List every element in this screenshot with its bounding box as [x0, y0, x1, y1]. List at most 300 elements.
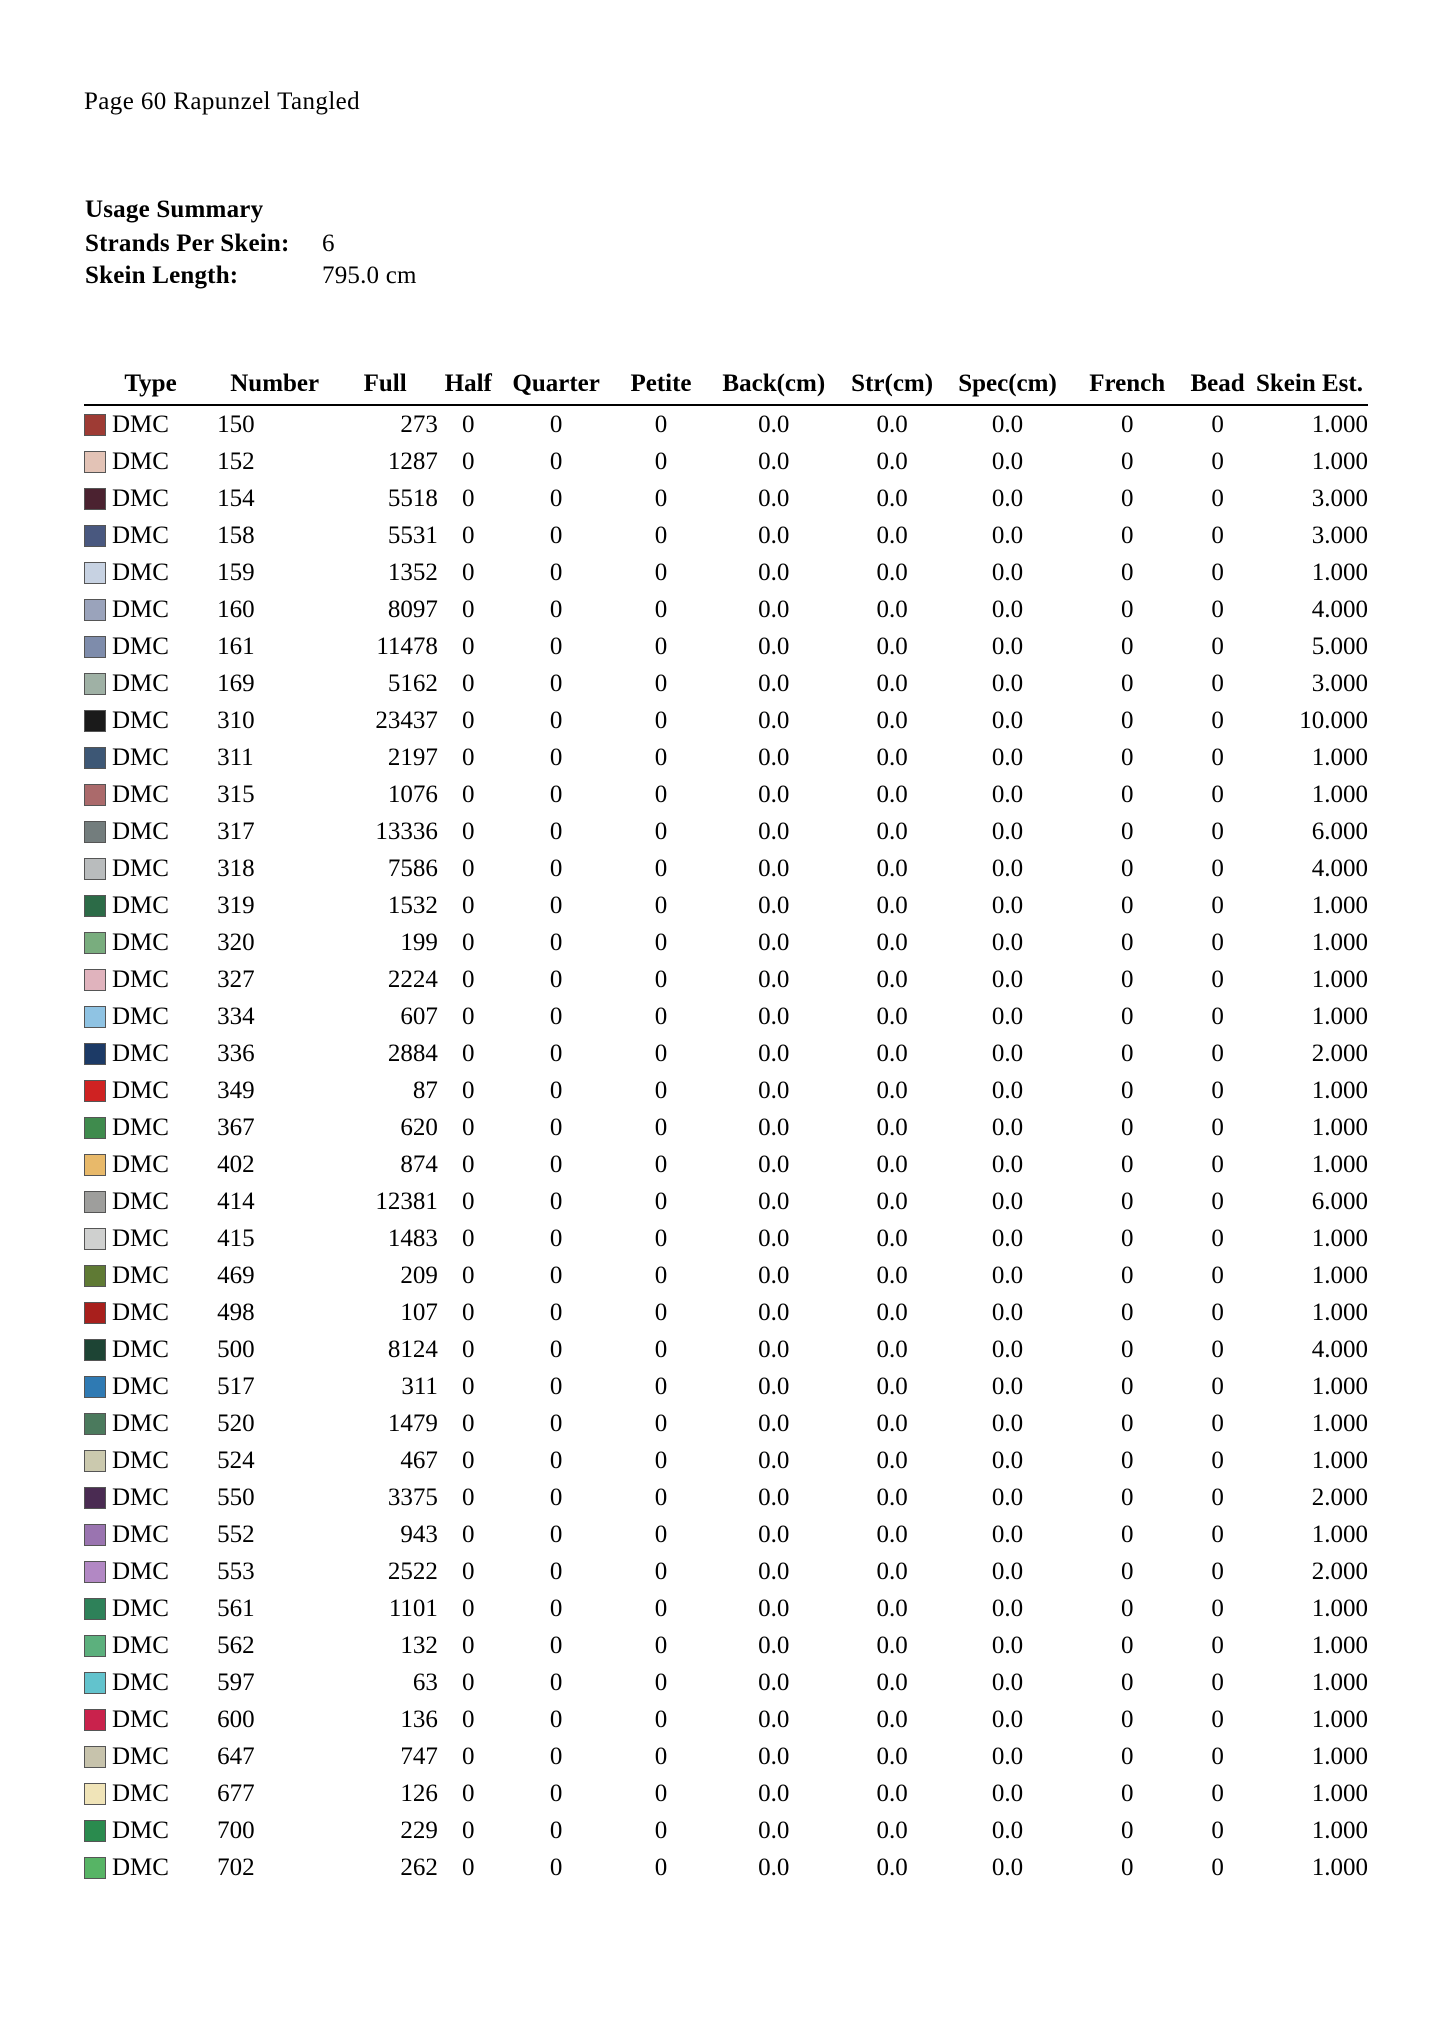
- cell-skein-est: 1.000: [1311, 1595, 1368, 1622]
- cell-type: [84, 665, 217, 702]
- cell-half: 0: [461, 1521, 475, 1548]
- cell-type: [84, 1109, 217, 1146]
- cell-type: [84, 776, 217, 813]
- cell-number: 677: [217, 1780, 255, 1807]
- cell-back: 0.0: [758, 1151, 790, 1178]
- cell-back: 0.0: [758, 633, 790, 660]
- cell-petite: 0: [654, 929, 668, 956]
- cell-quarter: 0: [549, 633, 563, 660]
- type-with-swatch: [84, 778, 217, 812]
- cell-spec: 0.0: [991, 1595, 1024, 1622]
- cell-half: 0: [461, 1854, 475, 1881]
- cell-back: 0.0: [758, 670, 790, 697]
- cell-french: 0: [1120, 1188, 1134, 1215]
- color-swatch-icon: [84, 1635, 106, 1657]
- type-with-swatch: [84, 704, 217, 738]
- cell-type: [84, 405, 217, 443]
- column-header-half: Half: [438, 370, 499, 405]
- cell-skein-est: 5.000: [1311, 633, 1368, 660]
- cell-number: 315: [217, 781, 255, 808]
- cell-number: 552: [217, 1521, 255, 1548]
- cell-half: 0: [461, 892, 475, 919]
- cell-quarter: 0: [549, 1706, 563, 1733]
- cell-skein-est: 3.000: [1311, 670, 1368, 697]
- type-with-swatch: [84, 593, 217, 627]
- cell-type: [84, 1331, 217, 1368]
- cell-petite: 0: [654, 1817, 668, 1844]
- cell-quarter: 0: [549, 1817, 563, 1844]
- cell-type: [84, 887, 217, 924]
- type-with-swatch: [84, 1111, 217, 1145]
- cell-full: 87: [412, 1077, 438, 1104]
- cell-type: [84, 850, 217, 887]
- color-swatch-icon: [84, 895, 106, 917]
- cell-bead: 0: [1211, 1299, 1224, 1326]
- thread-brand-label: DMC: [112, 633, 169, 660]
- cell-petite: 0: [654, 1003, 668, 1030]
- cell-skein-est: 1.000: [1311, 1854, 1368, 1881]
- cell-str: 0.0: [876, 1003, 908, 1030]
- cell-str: 0.0: [876, 1817, 908, 1844]
- cell-bead: 0: [1211, 670, 1224, 697]
- type-with-swatch: [84, 519, 217, 553]
- type-with-swatch: [84, 1444, 217, 1478]
- cell-half: 0: [461, 633, 475, 660]
- color-swatch-icon: [84, 525, 106, 547]
- cell-back: 0.0: [758, 1706, 790, 1733]
- cell-half: 0: [461, 1373, 475, 1400]
- cell-skein-est: 1.000: [1311, 1225, 1368, 1252]
- cell-bead: 0: [1211, 1040, 1224, 1067]
- column-header-bead: Bead: [1184, 370, 1251, 405]
- cell-bead: 0: [1211, 1077, 1224, 1104]
- cell-number: 320: [217, 929, 255, 956]
- cell-skein-est: 4.000: [1311, 1336, 1368, 1363]
- color-swatch-icon: [84, 1265, 106, 1287]
- cell-type: [84, 628, 217, 665]
- cell-bead: 0: [1211, 781, 1224, 808]
- cell-petite: 0: [654, 1706, 668, 1733]
- usage-summary-title: Usage Summary: [85, 196, 264, 223]
- cell-petite: 0: [654, 411, 668, 438]
- cell-str: 0.0: [876, 559, 908, 586]
- cell-type: [84, 1479, 217, 1516]
- cell-spec: 0.0: [991, 1077, 1024, 1104]
- thread-brand-label: DMC: [112, 1447, 169, 1474]
- cell-french: 0: [1120, 966, 1134, 993]
- cell-half: 0: [461, 781, 475, 808]
- type-with-swatch: [84, 889, 217, 923]
- cell-full: 467: [400, 1447, 438, 1474]
- cell-skein-est: 1.000: [1311, 1114, 1368, 1141]
- cell-french: 0: [1120, 1632, 1134, 1659]
- cell-french: 0: [1120, 1817, 1134, 1844]
- cell-type: [84, 1220, 217, 1257]
- cell-spec: 0.0: [991, 1706, 1024, 1733]
- cell-quarter: 0: [549, 1780, 563, 1807]
- color-swatch-icon: [84, 1561, 106, 1583]
- cell-full: 229: [400, 1817, 438, 1844]
- cell-bead: 0: [1211, 707, 1224, 734]
- cell-str: 0.0: [876, 1151, 908, 1178]
- table-row: [84, 1072, 1368, 1109]
- thread-brand-label: DMC: [112, 411, 169, 438]
- strands-per-skein-value: 6: [322, 230, 335, 257]
- cell-type: [84, 443, 217, 480]
- cell-str: 0.0: [876, 1743, 908, 1770]
- cell-back: 0.0: [758, 1262, 790, 1289]
- cell-french: 0: [1120, 633, 1134, 660]
- column-header-full: Full: [332, 370, 438, 405]
- cell-french: 0: [1120, 1262, 1134, 1289]
- thread-brand-label: DMC: [112, 966, 169, 993]
- cell-skein-est: 1.000: [1311, 1373, 1368, 1400]
- cell-str: 0.0: [876, 1854, 908, 1881]
- cell-full: 2884: [387, 1040, 438, 1067]
- cell-petite: 0: [654, 1262, 668, 1289]
- cell-petite: 0: [654, 855, 668, 882]
- cell-back: 0.0: [758, 966, 790, 993]
- cell-str: 0.0: [876, 670, 908, 697]
- table-row: [84, 702, 1368, 739]
- cell-full: 1287: [387, 448, 438, 475]
- cell-full: 5162: [387, 670, 438, 697]
- cell-type: [84, 1405, 217, 1442]
- cell-petite: 0: [654, 966, 668, 993]
- cell-bead: 0: [1211, 1447, 1224, 1474]
- cell-french: 0: [1120, 707, 1134, 734]
- cell-half: 0: [461, 448, 475, 475]
- table-row: [84, 443, 1368, 480]
- color-swatch-icon: [84, 1783, 106, 1805]
- cell-number: 414: [217, 1188, 255, 1215]
- cell-half: 0: [461, 1817, 475, 1844]
- cell-full: 107: [400, 1299, 438, 1326]
- cell-bead: 0: [1211, 633, 1224, 660]
- type-with-swatch: [84, 1851, 217, 1885]
- cell-french: 0: [1120, 781, 1134, 808]
- cell-number: 561: [217, 1595, 255, 1622]
- cell-spec: 0.0: [991, 929, 1024, 956]
- cell-spec: 0.0: [991, 485, 1024, 512]
- cell-type: [84, 1035, 217, 1072]
- table-row: [84, 405, 1368, 443]
- cell-full: 136: [400, 1706, 438, 1733]
- cell-back: 0.0: [758, 744, 790, 771]
- skein-length-value: 795.0 cm: [322, 262, 417, 289]
- cell-petite: 0: [654, 818, 668, 845]
- cell-spec: 0.0: [991, 892, 1024, 919]
- cell-type: [84, 1775, 217, 1812]
- cell-full: 311: [401, 1373, 438, 1400]
- cell-half: 0: [461, 1336, 475, 1363]
- cell-skein-est: 2.000: [1311, 1040, 1368, 1067]
- cell-bead: 0: [1211, 485, 1224, 512]
- cell-str: 0.0: [876, 929, 908, 956]
- cell-quarter: 0: [549, 1225, 563, 1252]
- cell-type: [84, 1368, 217, 1405]
- cell-french: 0: [1120, 411, 1134, 438]
- cell-full: 607: [400, 1003, 438, 1030]
- thread-brand-label: DMC: [112, 707, 169, 734]
- cell-skein-est: 1.000: [1311, 1743, 1368, 1770]
- cell-quarter: 0: [549, 1410, 563, 1437]
- usage-table-body: [84, 405, 1368, 1886]
- cell-spec: 0.0: [991, 1151, 1024, 1178]
- cell-quarter: 0: [549, 1151, 563, 1178]
- cell-bead: 0: [1211, 559, 1224, 586]
- cell-back: 0.0: [758, 1225, 790, 1252]
- cell-spec: 0.0: [991, 670, 1024, 697]
- color-swatch-icon: [84, 1006, 106, 1028]
- table-row: [84, 480, 1368, 517]
- cell-petite: 0: [654, 707, 668, 734]
- thread-brand-label: DMC: [112, 855, 169, 882]
- table-row: [84, 961, 1368, 998]
- thread-brand-label: DMC: [112, 448, 169, 475]
- cell-bead: 0: [1211, 1854, 1224, 1881]
- cell-petite: 0: [654, 1780, 668, 1807]
- color-swatch-icon: [84, 1524, 106, 1546]
- cell-full: 273: [400, 411, 438, 438]
- thread-brand-label: DMC: [112, 1558, 169, 1585]
- usage-table: [84, 370, 1368, 1886]
- type-with-swatch: [84, 445, 217, 479]
- cell-full: 1352: [387, 559, 438, 586]
- cell-half: 0: [461, 1558, 475, 1585]
- cell-skein-est: 3.000: [1311, 485, 1368, 512]
- cell-bead: 0: [1211, 1669, 1224, 1696]
- cell-back: 0.0: [758, 1817, 790, 1844]
- cell-spec: 0.0: [991, 1632, 1024, 1659]
- cell-type: [84, 739, 217, 776]
- color-swatch-icon: [84, 599, 106, 621]
- cell-bead: 0: [1211, 1003, 1224, 1030]
- cell-half: 0: [461, 522, 475, 549]
- thread-brand-label: DMC: [112, 818, 169, 845]
- cell-french: 0: [1120, 1854, 1134, 1881]
- color-swatch-icon: [84, 1820, 106, 1842]
- cell-half: 0: [461, 670, 475, 697]
- cell-str: 0.0: [876, 522, 908, 549]
- cell-type: [84, 1590, 217, 1627]
- cell-quarter: 0: [549, 411, 563, 438]
- cell-number: 317: [217, 818, 255, 845]
- cell-skein-est: 1.000: [1311, 1299, 1368, 1326]
- cell-petite: 0: [654, 1373, 668, 1400]
- cell-petite: 0: [654, 1558, 668, 1585]
- cell-quarter: 0: [549, 1077, 563, 1104]
- cell-quarter: 0: [549, 892, 563, 919]
- cell-full: 2522: [387, 1558, 438, 1585]
- type-with-swatch: [84, 1666, 217, 1700]
- color-swatch-icon: [84, 747, 106, 769]
- cell-petite: 0: [654, 1669, 668, 1696]
- type-with-swatch: [84, 1000, 217, 1034]
- strands-per-skein-label: Strands Per Skein:: [85, 230, 290, 257]
- page-header: Page 60 Rapunzel Tangled: [84, 88, 361, 115]
- cell-petite: 0: [654, 1225, 668, 1252]
- type-with-swatch: [84, 1296, 217, 1330]
- color-swatch-icon: [84, 1450, 106, 1472]
- cell-french: 0: [1120, 1595, 1134, 1622]
- type-with-swatch: [84, 1259, 217, 1293]
- cell-petite: 0: [654, 1336, 668, 1363]
- cell-spec: 0.0: [991, 1669, 1024, 1696]
- cell-half: 0: [461, 1188, 475, 1215]
- cell-type: [84, 1664, 217, 1701]
- cell-spec: 0.0: [991, 781, 1024, 808]
- cell-half: 0: [461, 1595, 475, 1622]
- cell-spec: 0.0: [991, 966, 1024, 993]
- cell-full: 3375: [387, 1484, 438, 1511]
- cell-petite: 0: [654, 1077, 668, 1104]
- cell-quarter: 0: [549, 1521, 563, 1548]
- cell-petite: 0: [654, 1299, 668, 1326]
- cell-french: 0: [1120, 1669, 1134, 1696]
- cell-bead: 0: [1211, 1521, 1224, 1548]
- table-row: [84, 813, 1368, 850]
- column-header-back: Back(cm): [708, 370, 839, 405]
- cell-quarter: 0: [549, 1336, 563, 1363]
- cell-type: [84, 961, 217, 998]
- thread-brand-label: DMC: [112, 1077, 169, 1104]
- cell-bead: 0: [1211, 966, 1224, 993]
- cell-type: [84, 1627, 217, 1664]
- cell-half: 0: [461, 929, 475, 956]
- color-swatch-icon: [84, 1080, 106, 1102]
- thread-brand-label: DMC: [112, 1336, 169, 1363]
- cell-full: 1076: [387, 781, 438, 808]
- cell-str: 0.0: [876, 1632, 908, 1659]
- cell-full: 1479: [387, 1410, 438, 1437]
- cell-type: [84, 1738, 217, 1775]
- cell-number: 150: [217, 411, 255, 438]
- cell-number: 415: [217, 1225, 255, 1252]
- color-swatch-icon: [84, 1339, 106, 1361]
- cell-number: 600: [217, 1706, 255, 1733]
- cell-str: 0.0: [876, 448, 908, 475]
- table-row: [84, 1405, 1368, 1442]
- cell-type: [84, 813, 217, 850]
- cell-petite: 0: [654, 1151, 668, 1178]
- cell-back: 0.0: [758, 892, 790, 919]
- cell-str: 0.0: [876, 1262, 908, 1289]
- cell-back: 0.0: [758, 1003, 790, 1030]
- cell-french: 0: [1120, 522, 1134, 549]
- cell-spec: 0.0: [991, 1558, 1024, 1585]
- cell-number: 500: [217, 1336, 255, 1363]
- thread-brand-label: DMC: [112, 522, 169, 549]
- cell-spec: 0.0: [991, 1040, 1024, 1067]
- cell-full: 5531: [387, 522, 438, 549]
- cell-number: 311: [217, 744, 254, 771]
- thread-brand-label: DMC: [112, 929, 169, 956]
- color-swatch-icon: [84, 562, 106, 584]
- cell-french: 0: [1120, 1743, 1134, 1770]
- type-with-swatch: [84, 1037, 217, 1071]
- cell-number: 159: [217, 559, 255, 586]
- cell-skein-est: 6.000: [1311, 1188, 1368, 1215]
- cell-petite: 0: [654, 744, 668, 771]
- cell-full: 8097: [387, 596, 438, 623]
- cell-str: 0.0: [876, 1040, 908, 1067]
- cell-skein-est: 1.000: [1311, 744, 1368, 771]
- cell-petite: 0: [654, 596, 668, 623]
- cell-str: 0.0: [876, 1669, 908, 1696]
- cell-petite: 0: [654, 448, 668, 475]
- thread-brand-label: DMC: [112, 1780, 169, 1807]
- cell-number: 318: [217, 855, 255, 882]
- type-with-swatch: [84, 1629, 217, 1663]
- cell-full: 12381: [375, 1188, 438, 1215]
- cell-full: 1483: [387, 1225, 438, 1252]
- cell-half: 0: [461, 485, 475, 512]
- table-row: [84, 1035, 1368, 1072]
- cell-french: 0: [1120, 1521, 1134, 1548]
- cell-bead: 0: [1211, 1706, 1224, 1733]
- cell-back: 0.0: [758, 411, 790, 438]
- cell-back: 0.0: [758, 818, 790, 845]
- table-row: [84, 1701, 1368, 1738]
- thread-brand-label: DMC: [112, 1410, 169, 1437]
- cell-number: 367: [217, 1114, 255, 1141]
- color-swatch-icon: [84, 673, 106, 695]
- cell-quarter: 0: [549, 1373, 563, 1400]
- cell-quarter: 0: [549, 1854, 563, 1881]
- cell-number: 550: [217, 1484, 255, 1511]
- table-row: [84, 850, 1368, 887]
- cell-str: 0.0: [876, 1336, 908, 1363]
- cell-bead: 0: [1211, 744, 1224, 771]
- cell-petite: 0: [654, 1854, 668, 1881]
- cell-back: 0.0: [758, 855, 790, 882]
- cell-full: 132: [400, 1632, 438, 1659]
- cell-skein-est: 1.000: [1311, 1669, 1368, 1696]
- thread-brand-label: DMC: [112, 1373, 169, 1400]
- cell-full: 126: [400, 1780, 438, 1807]
- table-row: [84, 665, 1368, 702]
- cell-number: 562: [217, 1632, 255, 1659]
- cell-bead: 0: [1211, 1817, 1224, 1844]
- cell-half: 0: [461, 411, 475, 438]
- cell-back: 0.0: [758, 1299, 790, 1326]
- cell-quarter: 0: [549, 670, 563, 697]
- color-swatch-icon: [84, 1302, 106, 1324]
- cell-quarter: 0: [549, 448, 563, 475]
- cell-full: 747: [400, 1743, 438, 1770]
- type-with-swatch: [84, 815, 217, 849]
- color-swatch-icon: [84, 784, 106, 806]
- cell-half: 0: [461, 559, 475, 586]
- cell-quarter: 0: [549, 1114, 563, 1141]
- cell-skein-est: 1.000: [1311, 1151, 1368, 1178]
- cell-french: 0: [1120, 1336, 1134, 1363]
- cell-number: 154: [217, 485, 255, 512]
- cell-number: 336: [217, 1040, 255, 1067]
- cell-skein-est: 1.000: [1311, 1817, 1368, 1844]
- cell-back: 0.0: [758, 1854, 790, 1881]
- cell-french: 0: [1120, 485, 1134, 512]
- cell-str: 0.0: [876, 1447, 908, 1474]
- cell-half: 0: [461, 1484, 475, 1511]
- cell-back: 0.0: [758, 1521, 790, 1548]
- cell-quarter: 0: [549, 1595, 563, 1622]
- color-swatch-icon: [84, 1487, 106, 1509]
- cell-full: 943: [400, 1521, 438, 1548]
- color-swatch-icon: [84, 1709, 106, 1731]
- cell-petite: 0: [654, 892, 668, 919]
